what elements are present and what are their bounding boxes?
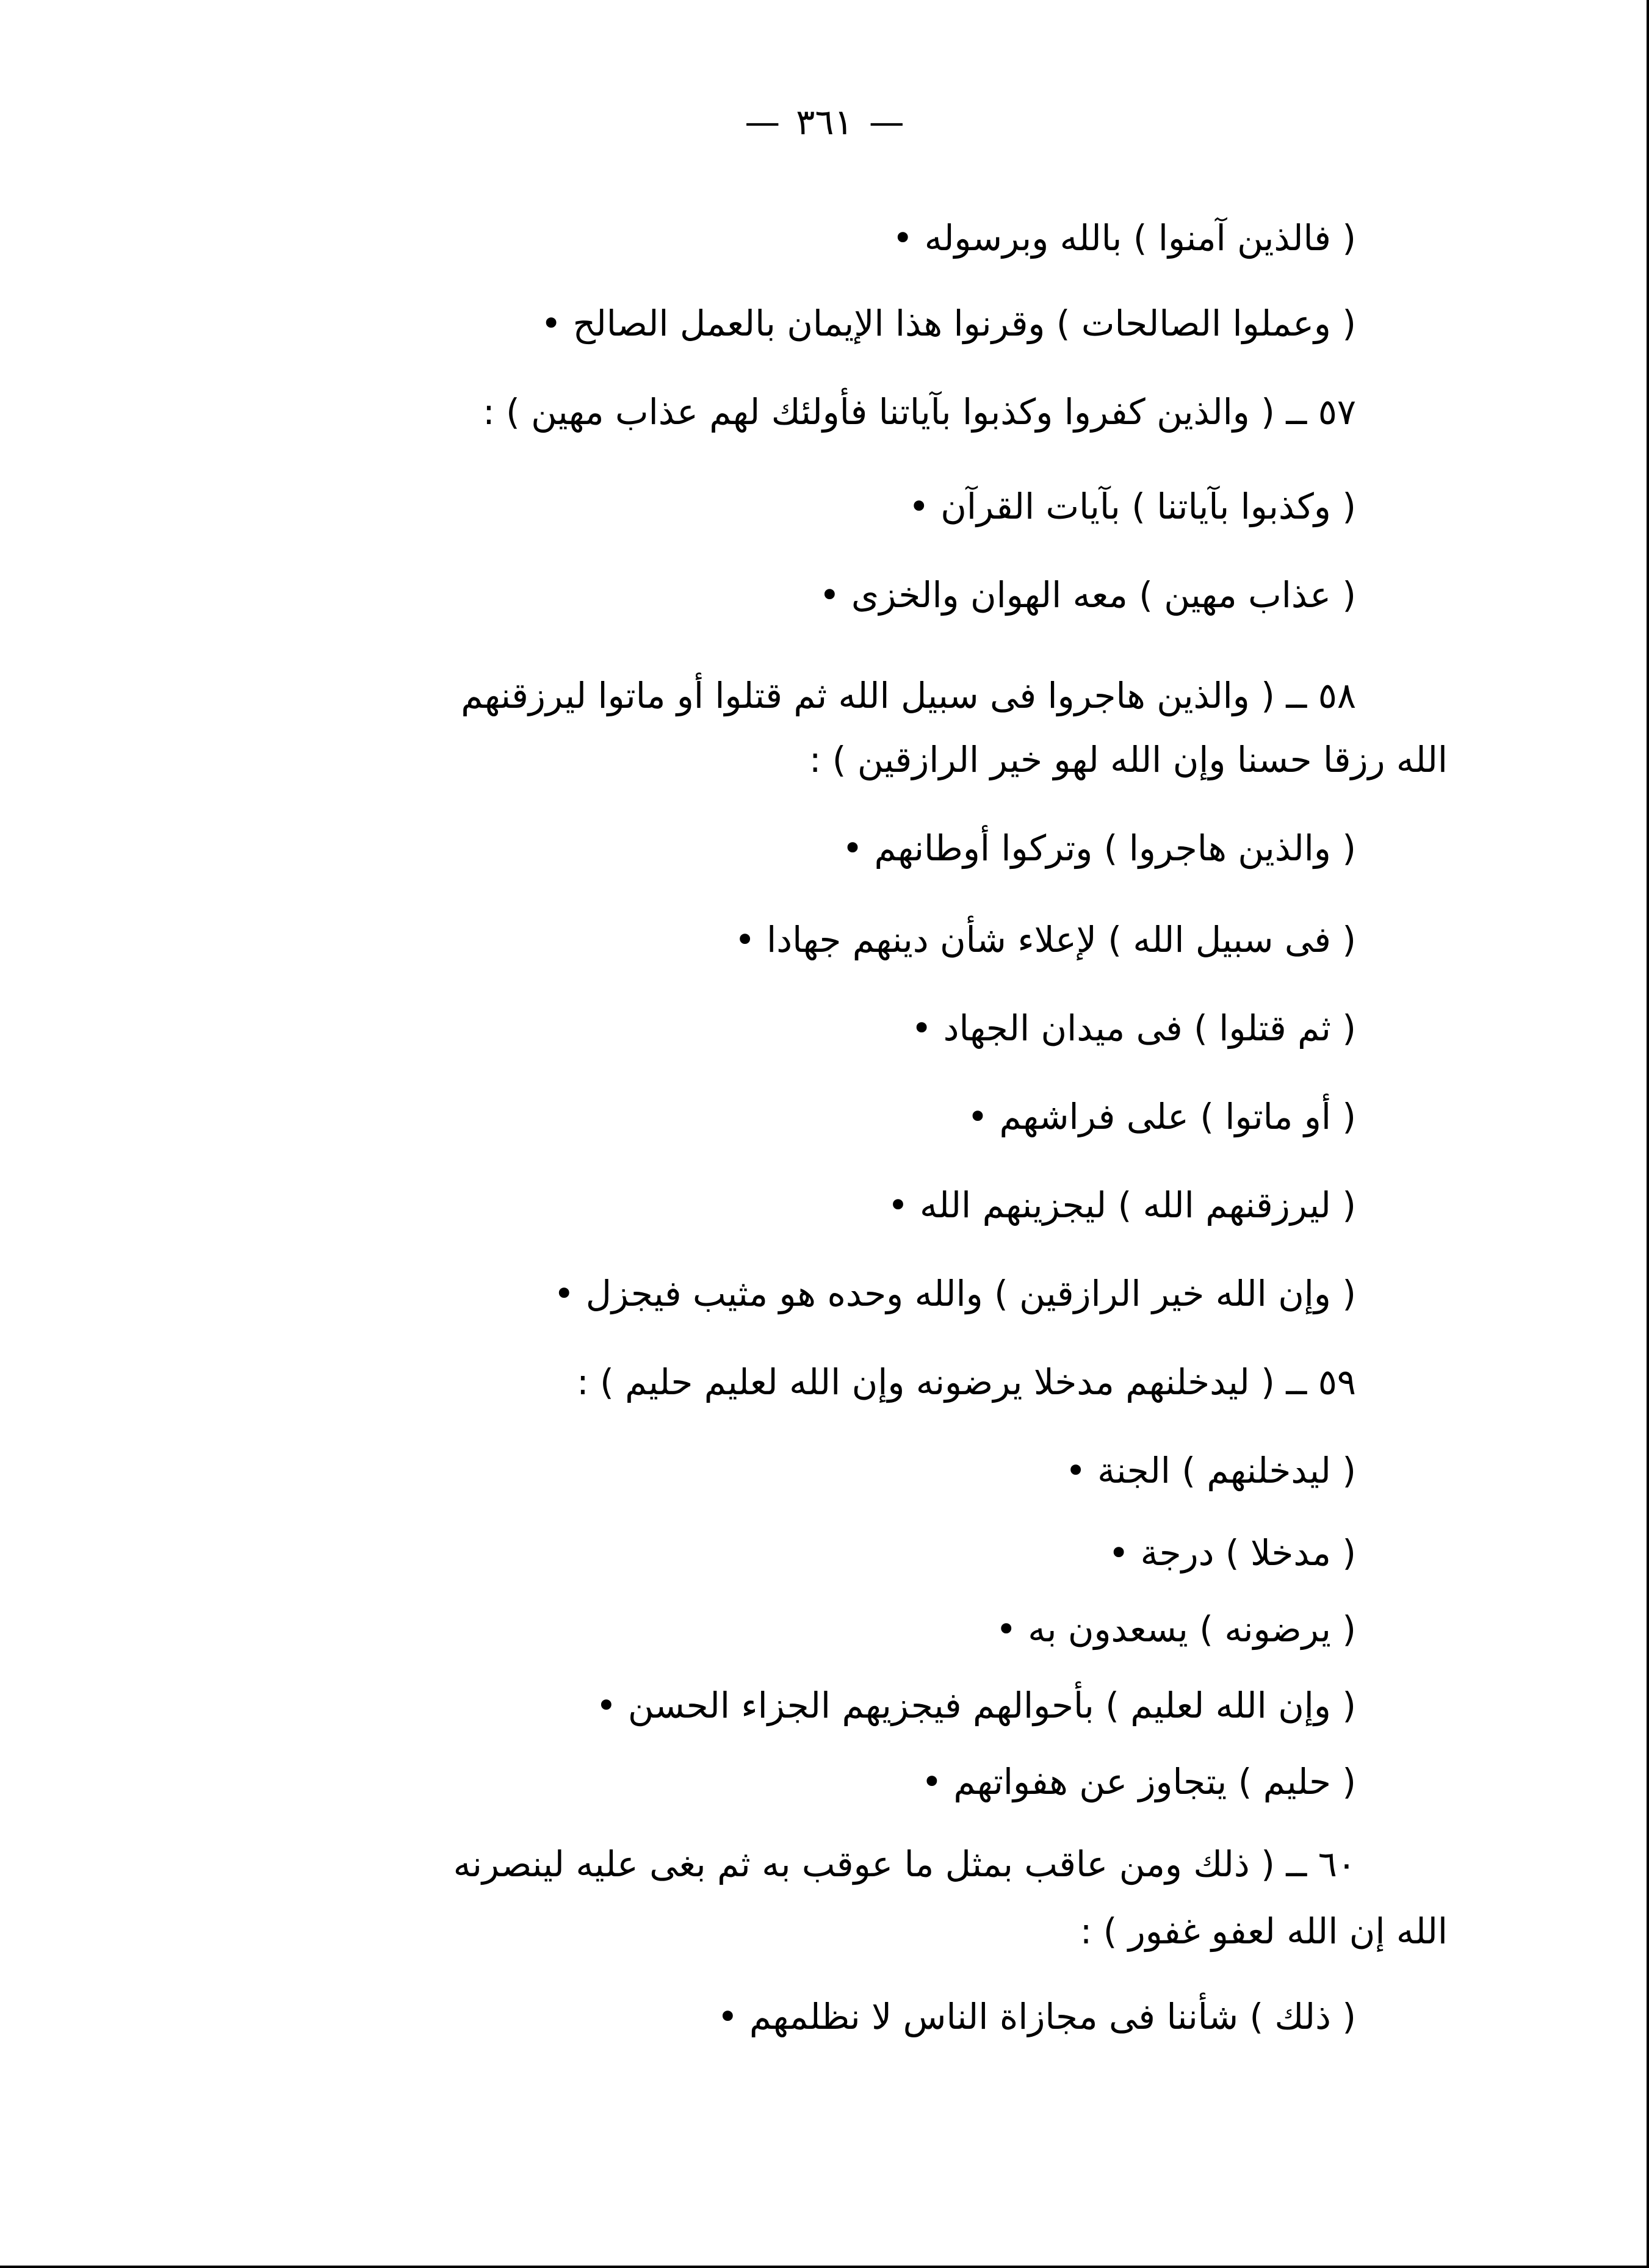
page-number-dash-left: — bbox=[745, 101, 781, 143]
text-line: ( فالذين آمنوا ) بالله وبرسوله • bbox=[892, 217, 1356, 259]
text-line: ( وعملوا الصالحات ) وقرنوا هذا الإيمان بالعمل الصالح • bbox=[541, 303, 1356, 344]
text-line: ( مدخلا ) درجة • bbox=[1108, 1532, 1356, 1574]
text-line: ( أو ماتوا ) على فراشهم • bbox=[967, 1096, 1356, 1137]
text-line: ( ليرزقنهم الله ) ليجزينهم الله • bbox=[887, 1184, 1356, 1226]
verse-heading-57: ٥٧ ــ ( والذين كفروا وكذبوا بآياتنا فأولئك لهم عذاب مهين ) : bbox=[483, 391, 1356, 433]
text-line: ( وكذبوا بآياتنا ) بآيات القرآن • bbox=[908, 486, 1356, 527]
verse-heading-59: ٥٩ ــ ( ليدخلنهم مدخلا يرضونه وإن الله لعليم حليم ) : bbox=[577, 1361, 1356, 1403]
text-line: ( وإن الله خير الرازقين ) والله وحده هو مثيب فيجزل • bbox=[554, 1273, 1356, 1314]
verse-continuation-60: الله إن الله لعفو غفور ) : bbox=[1080, 1910, 1448, 1952]
text-line: ( والذين هاجروا ) وتركوا أوطانهم • bbox=[842, 827, 1356, 869]
page-border-bottom bbox=[0, 2266, 1649, 2268]
page-border-right bbox=[1647, 0, 1649, 2268]
text-line: ( فى سبيل الله ) لإعلاء شأن دينهم جهادا • bbox=[734, 919, 1356, 960]
page-number-value: ٣٦١ bbox=[796, 101, 853, 143]
text-line: ( يرضونه ) يسعدون به • bbox=[995, 1608, 1356, 1650]
text-line: ( وإن الله لعليم ) بأحوالهم فيجزيهم الجزاء الحسن • bbox=[596, 1685, 1356, 1726]
text-line: ( حليم ) يتجاوز عن هفواتهم • bbox=[921, 1761, 1356, 1802]
text-line: ( ذلك ) شأننا فى مجازاة الناس لا نظلمهم • bbox=[717, 1996, 1356, 2037]
verse-heading-60: ٦٠ ــ ( ذلك ومن عاقب بمثل ما عوقب به ثم بغى عليه لينصرنه bbox=[453, 1843, 1356, 1885]
text-line: ( ليدخلنهم ) الجنة • bbox=[1065, 1450, 1356, 1491]
text-line: ( ثم قتلوا ) فى ميدان الجهاد • bbox=[911, 1007, 1356, 1049]
verse-heading-58: ٥٨ ــ ( والذين هاجروا فى سبيل الله ثم قتلوا أو ماتوا ليرزقنهم bbox=[461, 675, 1356, 716]
page-number-dash-right: — bbox=[868, 101, 904, 143]
page-number bbox=[0, 98, 1649, 146]
verse-continuation-58: الله رزقا حسنا وإن الله لهو خير الرازقين ) : bbox=[809, 739, 1448, 780]
text-line: ( عذاب مهين ) معه الهوان والخزى • bbox=[819, 574, 1356, 616]
